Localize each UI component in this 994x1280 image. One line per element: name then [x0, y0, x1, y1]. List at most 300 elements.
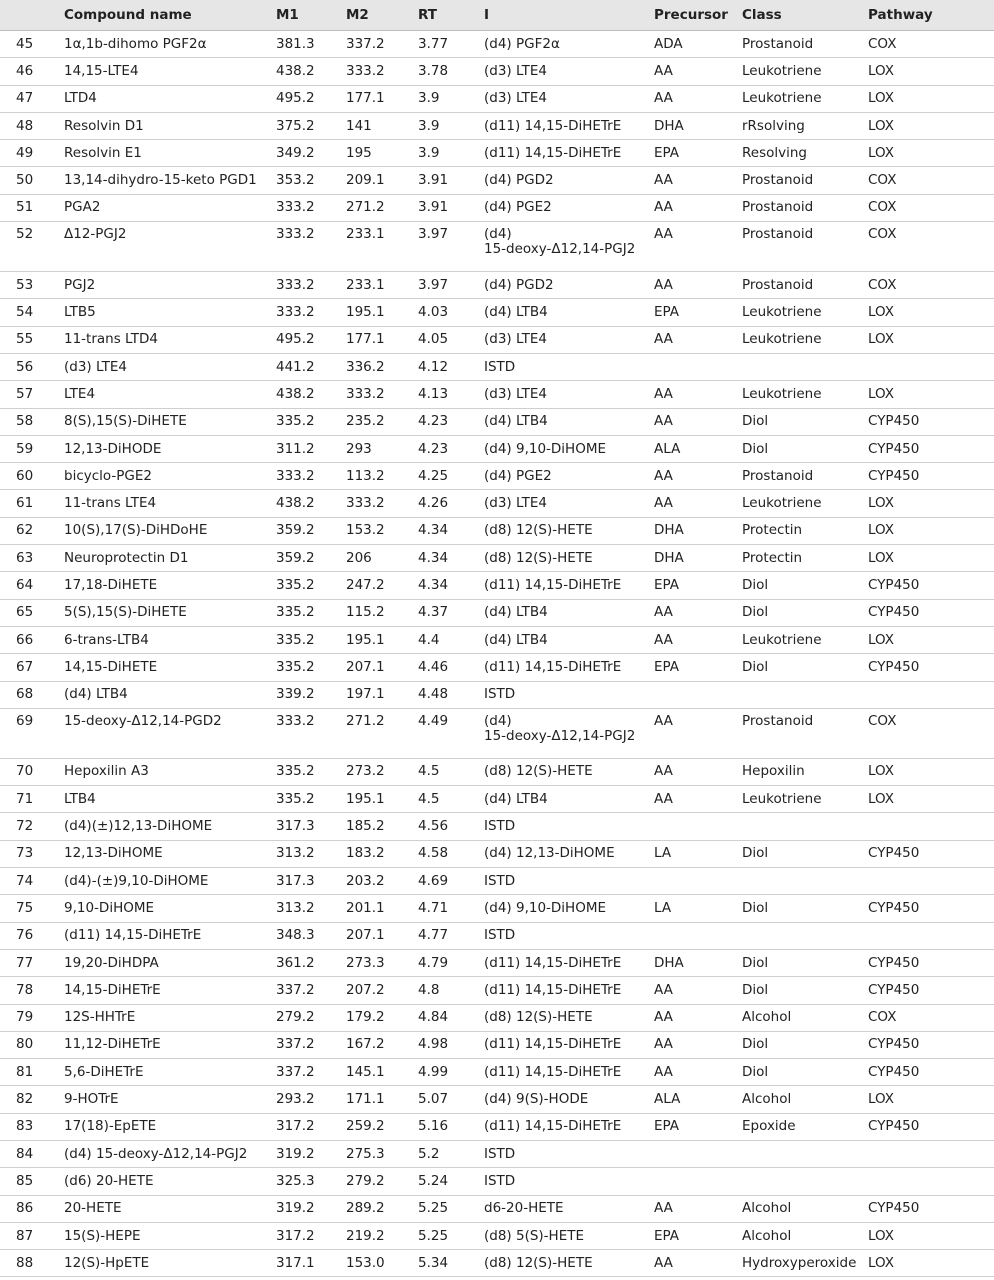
cell-precursor	[652, 1140, 740, 1167]
cell-precursor: AA	[652, 272, 740, 299]
cell-pathway: LOX	[866, 326, 994, 353]
cell-rt: 4.13	[416, 381, 482, 408]
cell-i: (d4) PGE2	[482, 463, 652, 490]
cell-index: 88	[0, 1250, 62, 1277]
cell-m2: 179.2	[344, 1004, 416, 1031]
header-compound-name: Compound name	[62, 0, 274, 31]
cell-i: (d11) 14,15-DiHETrE	[482, 1031, 652, 1058]
cell-rt: 4.23	[416, 408, 482, 435]
cell-index: 46	[0, 58, 62, 85]
cell-precursor: AA	[652, 1250, 740, 1277]
cell-m2: 206	[344, 545, 416, 572]
cell-m1: 335.2	[274, 786, 344, 813]
table-row	[0, 85, 994, 112]
cell-m1: 317.3	[274, 813, 344, 840]
cell-precursor	[652, 681, 740, 708]
cell-i: (d4) PGD2	[482, 167, 652, 194]
table-row	[0, 463, 994, 490]
cell-compound-name: (d6) 20-HETE	[62, 1168, 274, 1195]
cell-pathway	[866, 353, 994, 380]
cell-index: 58	[0, 408, 62, 435]
cell-i: (d11) 14,15-DiHETrE	[482, 977, 652, 1004]
table-row	[0, 490, 994, 517]
cell-class: Diol	[740, 654, 866, 681]
cell-class: Alcohol	[740, 1004, 866, 1031]
cell-rt: 4.03	[416, 299, 482, 326]
cell-class: Leukotriene	[740, 326, 866, 353]
cell-i: (d4) LTB4	[482, 626, 652, 653]
cell-compound-name: 8(S),15(S)-DiHETE	[62, 408, 274, 435]
cell-m2: 141	[344, 112, 416, 139]
cell-rt: 4.37	[416, 599, 482, 626]
cell-compound-name: 20-HETE	[62, 1195, 274, 1222]
cell-index: 65	[0, 599, 62, 626]
cell-precursor: AA	[652, 167, 740, 194]
cell-m2: 289.2	[344, 1195, 416, 1222]
cell-m1: 349.2	[274, 140, 344, 167]
table-row	[0, 1168, 994, 1195]
cell-i: (d8) 12(S)-HETE	[482, 517, 652, 544]
cell-compound-name: 19,20-DiHDPA	[62, 949, 274, 976]
cell-index: 70	[0, 758, 62, 785]
cell-m2: 273.3	[344, 949, 416, 976]
cell-m1: 337.2	[274, 1031, 344, 1058]
table-row	[0, 299, 994, 326]
cell-m1: 325.3	[274, 1168, 344, 1195]
cell-compound-name: LTE4	[62, 381, 274, 408]
cell-pathway: COX	[866, 1004, 994, 1031]
table-body	[0, 31, 994, 1277]
cell-rt: 4.58	[416, 840, 482, 867]
cell-i: (d8) 12(S)-HETE	[482, 758, 652, 785]
cell-pathway: COX	[866, 194, 994, 221]
cell-rt: 4.49	[416, 708, 482, 758]
cell-class: Prostanoid	[740, 167, 866, 194]
cell-precursor: DHA	[652, 545, 740, 572]
header-rt: RT	[416, 0, 482, 31]
cell-compound-name: 15-deoxy-Δ12,14-PGD2	[62, 708, 274, 758]
cell-precursor: AA	[652, 326, 740, 353]
table-row	[0, 517, 994, 544]
cell-precursor: AA	[652, 1059, 740, 1086]
cell-precursor: AA	[652, 977, 740, 1004]
cell-m2: 171.1	[344, 1086, 416, 1113]
cell-precursor: ALA	[652, 1086, 740, 1113]
cell-rt: 4.8	[416, 977, 482, 1004]
cell-rt: 4.98	[416, 1031, 482, 1058]
cell-i: (d4) PGD2	[482, 272, 652, 299]
cell-compound-name: 14,15-LTE4	[62, 58, 274, 85]
cell-rt: 3.9	[416, 112, 482, 139]
cell-compound-name: 11,12-DiHETrE	[62, 1031, 274, 1058]
cell-class: Leukotriene	[740, 786, 866, 813]
cell-index: 75	[0, 895, 62, 922]
cell-precursor: AA	[652, 222, 740, 272]
cell-index: 49	[0, 140, 62, 167]
cell-index: 81	[0, 1059, 62, 1086]
cell-m2: 153.2	[344, 517, 416, 544]
cell-precursor: ADA	[652, 31, 740, 58]
cell-pathway: LOX	[866, 758, 994, 785]
cell-pathway: CYP450	[866, 1113, 994, 1140]
cell-i: d6-20-HETE	[482, 1195, 652, 1222]
cell-rt: 4.23	[416, 435, 482, 462]
cell-pathway: LOX	[866, 626, 994, 653]
cell-pathway	[866, 1168, 994, 1195]
cell-class: Resolving	[740, 140, 866, 167]
cell-m2: 195.1	[344, 786, 416, 813]
cell-pathway: CYP450	[866, 1031, 994, 1058]
cell-index: 56	[0, 353, 62, 380]
cell-m2: 115.2	[344, 599, 416, 626]
cell-m2: 195	[344, 140, 416, 167]
cell-m2: 201.1	[344, 895, 416, 922]
cell-m1: 337.2	[274, 1059, 344, 1086]
cell-i: (d11) 14,15-DiHETrE	[482, 1113, 652, 1140]
cell-i: (d4) 12,13-DiHOME	[482, 840, 652, 867]
cell-pathway	[866, 1140, 994, 1167]
table-row	[0, 353, 994, 380]
cell-rt: 4.34	[416, 572, 482, 599]
cell-m2: 195.1	[344, 299, 416, 326]
cell-m1: 438.2	[274, 381, 344, 408]
cell-index: 57	[0, 381, 62, 408]
cell-m2: 336.2	[344, 353, 416, 380]
cell-rt: 3.91	[416, 167, 482, 194]
cell-m1: 438.2	[274, 58, 344, 85]
cell-precursor: DHA	[652, 949, 740, 976]
cell-compound-name: LTB5	[62, 299, 274, 326]
cell-i: (d11) 14,15-DiHETrE	[482, 1059, 652, 1086]
table-row	[0, 1086, 994, 1113]
header-pathway: Pathway	[866, 0, 994, 31]
cell-index: 63	[0, 545, 62, 572]
table-row	[0, 922, 994, 949]
cell-m1: 335.2	[274, 654, 344, 681]
cell-pathway: LOX	[866, 85, 994, 112]
cell-compound-name: Resolvin D1	[62, 112, 274, 139]
cell-index: 82	[0, 1086, 62, 1113]
cell-m1: 317.2	[274, 1113, 344, 1140]
cell-m1: 359.2	[274, 517, 344, 544]
cell-index: 55	[0, 326, 62, 353]
cell-pathway	[866, 922, 994, 949]
cell-m2: 207.2	[344, 977, 416, 1004]
cell-class: Prostanoid	[740, 272, 866, 299]
cell-rt: 4.79	[416, 949, 482, 976]
cell-i: (d4) 9(S)-HODE	[482, 1086, 652, 1113]
cell-precursor: EPA	[652, 572, 740, 599]
cell-m1: 333.2	[274, 299, 344, 326]
cell-index: 53	[0, 272, 62, 299]
cell-precursor: LA	[652, 840, 740, 867]
cell-i: (d4) LTB4	[482, 599, 652, 626]
cell-class	[740, 681, 866, 708]
cell-m1: 361.2	[274, 949, 344, 976]
cell-precursor: LA	[652, 895, 740, 922]
cell-i: (d3) LTE4	[482, 490, 652, 517]
cell-pathway: COX	[866, 167, 994, 194]
cell-index: 85	[0, 1168, 62, 1195]
table-row	[0, 58, 994, 85]
cell-m2: 333.2	[344, 381, 416, 408]
table-row	[0, 813, 994, 840]
table-row	[0, 31, 994, 58]
cell-compound-name: 15(S)-HEPE	[62, 1222, 274, 1249]
cell-class: Diol	[740, 599, 866, 626]
cell-i: (d3) LTE4	[482, 326, 652, 353]
header-class: Class	[740, 0, 866, 31]
cell-rt: 4.56	[416, 813, 482, 840]
cell-pathway: COX	[866, 708, 994, 758]
cell-class: Diol	[740, 572, 866, 599]
cell-compound-name: PGA2	[62, 194, 274, 221]
cell-m1: 335.2	[274, 758, 344, 785]
cell-class: Diol	[740, 840, 866, 867]
cell-compound-name: 12,13-DiHODE	[62, 435, 274, 462]
table-row	[0, 895, 994, 922]
cell-m2: 207.1	[344, 922, 416, 949]
cell-m2: 219.2	[344, 1222, 416, 1249]
cell-pathway: LOX	[866, 299, 994, 326]
cell-m2: 207.1	[344, 654, 416, 681]
cell-class: Alcohol	[740, 1086, 866, 1113]
table-row	[0, 654, 994, 681]
cell-m1: 337.2	[274, 977, 344, 1004]
cell-class: Diol	[740, 949, 866, 976]
cell-m1: 335.2	[274, 408, 344, 435]
cell-precursor: AA	[652, 1004, 740, 1031]
cell-index: 68	[0, 681, 62, 708]
cell-i: (d4) PGF2α	[482, 31, 652, 58]
cell-rt: 5.25	[416, 1222, 482, 1249]
cell-m1: 293.2	[274, 1086, 344, 1113]
cell-rt: 3.9	[416, 140, 482, 167]
cell-index: 59	[0, 435, 62, 462]
cell-m2: 233.1	[344, 272, 416, 299]
cell-pathway: CYP450	[866, 949, 994, 976]
cell-i: (d11) 14,15-DiHETrE	[482, 654, 652, 681]
cell-compound-name: (d4) 15-deoxy-Δ12,14-PGJ2	[62, 1140, 274, 1167]
cell-m2: 235.2	[344, 408, 416, 435]
cell-i: (d8) 5(S)-HETE	[482, 1222, 652, 1249]
cell-precursor: AA	[652, 1195, 740, 1222]
cell-index: 83	[0, 1113, 62, 1140]
cell-precursor: AA	[652, 708, 740, 758]
cell-m2: 209.1	[344, 167, 416, 194]
cell-rt: 4.4	[416, 626, 482, 653]
cell-compound-name: LTB4	[62, 786, 274, 813]
cell-index: 71	[0, 786, 62, 813]
cell-index: 54	[0, 299, 62, 326]
cell-pathway: COX	[866, 222, 994, 272]
table-row	[0, 626, 994, 653]
table-row	[0, 194, 994, 221]
cell-rt: 5.16	[416, 1113, 482, 1140]
cell-compound-name: (d4) LTB4	[62, 681, 274, 708]
cell-i: ISTD	[482, 353, 652, 380]
cell-index: 77	[0, 949, 62, 976]
cell-pathway: LOX	[866, 1086, 994, 1113]
cell-class: Hepoxilin	[740, 758, 866, 785]
cell-pathway: LOX	[866, 140, 994, 167]
cell-m2: 233.1	[344, 222, 416, 272]
cell-m1: 495.2	[274, 326, 344, 353]
cell-precursor: AA	[652, 758, 740, 785]
cell-m2: 273.2	[344, 758, 416, 785]
cell-class	[740, 813, 866, 840]
table-row	[0, 272, 994, 299]
cell-m1: 279.2	[274, 1004, 344, 1031]
cell-compound-name: 13,14-dihydro-15-keto PGD1	[62, 167, 274, 194]
cell-i	[482, 708, 652, 758]
cell-m2: 177.1	[344, 85, 416, 112]
cell-index: 79	[0, 1004, 62, 1031]
cell-class: Prostanoid	[740, 194, 866, 221]
table-row	[0, 840, 994, 867]
table-row	[0, 1140, 994, 1167]
cell-i-line2: 15-deoxy-Δ12,14-PGJ2	[484, 241, 636, 258]
cell-pathway: LOX	[866, 1222, 994, 1249]
header-m2: M2	[344, 0, 416, 31]
cell-i: (d3) LTE4	[482, 85, 652, 112]
cell-i: ISTD	[482, 1140, 652, 1167]
cell-compound-name: 9-HOTrE	[62, 1086, 274, 1113]
table-row	[0, 545, 994, 572]
cell-i: ISTD	[482, 1168, 652, 1195]
table-row	[0, 681, 994, 708]
cell-index: 64	[0, 572, 62, 599]
cell-pathway: CYP450	[866, 408, 994, 435]
cell-m1: 319.2	[274, 1195, 344, 1222]
cell-index: 76	[0, 922, 62, 949]
cell-index: 78	[0, 977, 62, 1004]
cell-i: ISTD	[482, 868, 652, 895]
cell-i-line2: 15-deoxy-Δ12,14-PGJ2	[484, 727, 636, 744]
cell-index: 73	[0, 840, 62, 867]
header-m1: M1	[274, 0, 344, 31]
table-row	[0, 140, 994, 167]
table-row	[0, 949, 994, 976]
cell-m1: 335.2	[274, 626, 344, 653]
cell-precursor: AA	[652, 786, 740, 813]
cell-class: Prostanoid	[740, 463, 866, 490]
cell-pathway	[866, 813, 994, 840]
cell-pathway: LOX	[866, 112, 994, 139]
cell-i: (d4) PGE2	[482, 194, 652, 221]
cell-rt: 4.48	[416, 681, 482, 708]
cell-class: Leukotriene	[740, 299, 866, 326]
table-row	[0, 1113, 994, 1140]
cell-precursor: EPA	[652, 1113, 740, 1140]
cell-m2: 197.1	[344, 681, 416, 708]
cell-compound-name: 1α,1b-dihomo PGF2α	[62, 31, 274, 58]
cell-compound-name: 12S-HHTrE	[62, 1004, 274, 1031]
cell-m1: 438.2	[274, 490, 344, 517]
cell-index: 61	[0, 490, 62, 517]
cell-index: 67	[0, 654, 62, 681]
cell-i: ISTD	[482, 813, 652, 840]
cell-rt: 5.07	[416, 1086, 482, 1113]
cell-compound-name: bicyclo-PGE2	[62, 463, 274, 490]
cell-i: (d4) LTB4	[482, 786, 652, 813]
cell-compound-name: (d11) 14,15-DiHETrE	[62, 922, 274, 949]
cell-index: 74	[0, 868, 62, 895]
cell-m1: 317.1	[274, 1250, 344, 1277]
cell-precursor: DHA	[652, 112, 740, 139]
table-row	[0, 708, 994, 758]
cell-m2: 279.2	[344, 1168, 416, 1195]
cell-i: (d4) 9,10-DiHOME	[482, 435, 652, 462]
table-row	[0, 786, 994, 813]
cell-compound-name: 14,15-DiHETE	[62, 654, 274, 681]
cell-index: 86	[0, 1195, 62, 1222]
table-row	[0, 977, 994, 1004]
cell-precursor: EPA	[652, 140, 740, 167]
cell-m2: 167.2	[344, 1031, 416, 1058]
cell-precursor	[652, 1168, 740, 1195]
cell-class: Epoxide	[740, 1113, 866, 1140]
cell-m1: 353.2	[274, 167, 344, 194]
cell-class: Diol	[740, 435, 866, 462]
table-row	[0, 167, 994, 194]
cell-i: (d8) 12(S)-HETE	[482, 1004, 652, 1031]
cell-m2: 333.2	[344, 490, 416, 517]
table-row	[0, 435, 994, 462]
cell-rt: 4.26	[416, 490, 482, 517]
table-row	[0, 599, 994, 626]
cell-index: 72	[0, 813, 62, 840]
table-row	[0, 868, 994, 895]
cell-i: (d8) 12(S)-HETE	[482, 545, 652, 572]
cell-pathway: CYP450	[866, 599, 994, 626]
cell-class: Leukotriene	[740, 85, 866, 112]
cell-rt: 5.2	[416, 1140, 482, 1167]
table-row	[0, 1059, 994, 1086]
cell-index: 66	[0, 626, 62, 653]
cell-precursor	[652, 813, 740, 840]
cell-class: Protectin	[740, 517, 866, 544]
cell-i: (d11) 14,15-DiHETrE	[482, 140, 652, 167]
cell-i: (d4) LTB4	[482, 299, 652, 326]
cell-m1: 381.3	[274, 31, 344, 58]
cell-index: 50	[0, 167, 62, 194]
cell-precursor: EPA	[652, 654, 740, 681]
cell-rt: 4.34	[416, 545, 482, 572]
cell-m1: 333.2	[274, 272, 344, 299]
cell-precursor	[652, 922, 740, 949]
cell-compound-name: 11-trans LTE4	[62, 490, 274, 517]
cell-precursor: AA	[652, 408, 740, 435]
cell-pathway: LOX	[866, 381, 994, 408]
table-row	[0, 1031, 994, 1058]
cell-m1: 317.3	[274, 868, 344, 895]
cell-precursor: EPA	[652, 299, 740, 326]
cell-pathway: LOX	[866, 517, 994, 544]
cell-rt: 4.69	[416, 868, 482, 895]
cell-compound-name: 11-trans LTD4	[62, 326, 274, 353]
cell-i-line1: (d4)	[484, 226, 512, 243]
cell-rt: 4.77	[416, 922, 482, 949]
cell-m1: 335.2	[274, 599, 344, 626]
cell-rt: 4.5	[416, 758, 482, 785]
cell-precursor: AA	[652, 1031, 740, 1058]
cell-m1: 348.3	[274, 922, 344, 949]
cell-compound-name: (d4)(±)12,13-DiHOME	[62, 813, 274, 840]
cell-m2: 185.2	[344, 813, 416, 840]
cell-m1: 313.2	[274, 840, 344, 867]
table-row	[0, 112, 994, 139]
